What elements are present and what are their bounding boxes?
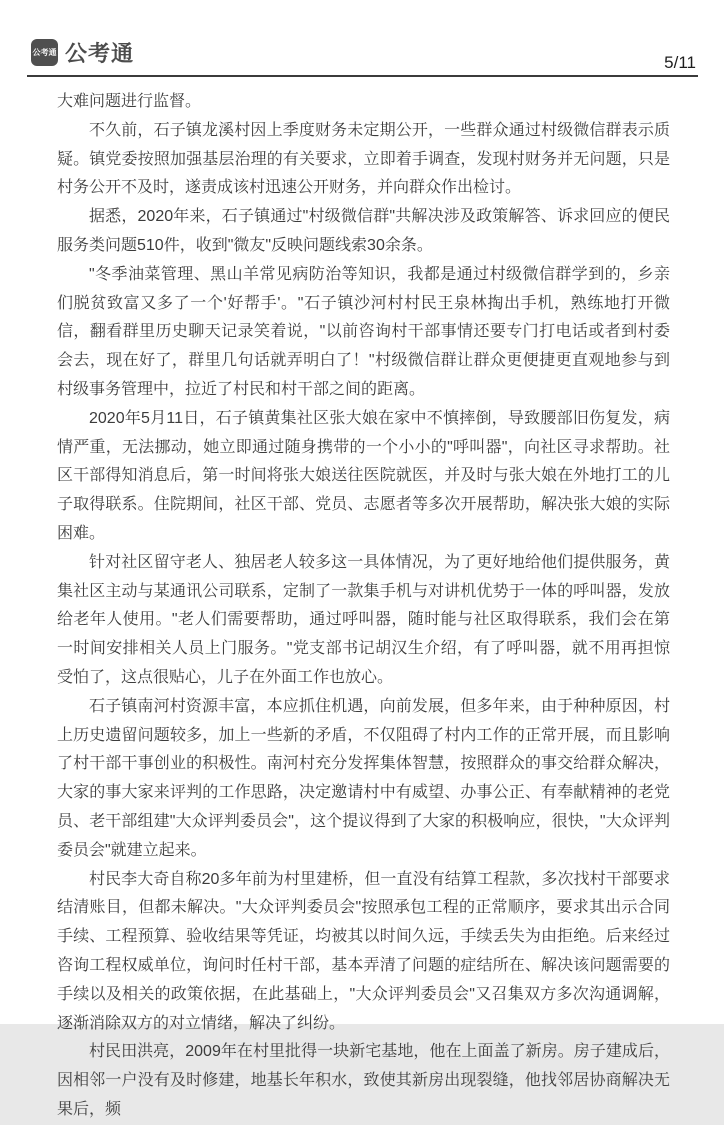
paragraph: 村民李大奇自称20多年前为村里建桥，但一直没有结算工程款，多次找村干部要求结清账目，但都未解决。"大众评判委员会"按照承包工程的正常顺序，要求其出示合同手续、工程预算、验收结果等凭证，均被其以时间久远，手续丢失为由拒绝。后来经过咨询工程权威单位，询问时任村干部，基本弄清了问题的症结所在、解决该问题需要的手续以及相关的政策依据，在此基础上，"大众评判委员会"又召集双方多次沟通调解，逐渐消除双方的对立情绪，解决了纠纷。 <box>57 870 670 1032</box>
document-body <box>57 88 670 1125</box>
paragraph: 村民田洪亮，2009年在村里批得一块新宅基地，他在上面盖了新房。房子建成后，因相邻一户没有及时修建，地基长年积水，致使其新房出现裂缝，他找邻居协商解决无果后，频 <box>57 1043 670 1118</box>
site-logo <box>31 37 134 68</box>
logo-title: 公考通 <box>65 41 135 66</box>
page-number: 5/11 <box>664 53 696 72</box>
paragraph: 大难问题进行监督。 <box>57 93 202 110</box>
paragraph: 石子镇南河村资源丰富，本应抓住机遇，向前发展，但多年来，由于种种原因，村上历史遗留问题较多，加上一些新的矛盾，不仅阻碍了村内工作的正常开展，而且影响了村干部干事创业的积极性。南河村充分发挥集体智慧，按照群众的事交给群众解决，大家的事大家来评判的工作思路，决定邀请村中有威望、办事公正、有奉献精神的老党员、老干部组建"大众评判委员会"，这个提议得到了大家的积极响应，很快，"大众评判委员会"就建立起来。 <box>57 697 670 859</box>
paragraph: 不久前，石子镇龙溪村因上季度财务未定期公开，一些群众通过村级微信群表示质疑。镇党委按照加强基层治理的有关要求，立即着手调查，发现村财务并无问题，只是村务公开不及时，遂责成该村迅速公开财务，并向群众作出检讨。 <box>57 121 670 197</box>
paragraph: "冬季油菜管理、黑山羊常见病防治等知识，我都是通过村级微信群学到的，乡亲们脱贫致富又多了一个'好帮手'。"石子镇沙河村村民王泉林掏出手机，熟练地打开微信，翻看群里历史聊天记录笑着说，"以前咨询村干部事情还要专门打电话或者到村委会去，现在好了，群里几句话就弄明白了！"村级微信群让群众更便捷更直观地参与到村级事务管理中，拉近了村民和村干部之间的距离。 <box>57 265 670 398</box>
paragraph: 针对社区留守老人、独居老人较多这一具体情况，为了更好地给他们提供服务，黄集社区主动与某通讯公司联系，定制了一款集手机与对讲机优势于一体的呼叫器，发放给老年人使用。"老人们需要帮助，通过呼叫器，随时能与社区取得联系，我们会在第一时间安排相关人员上门服务。"党支部书记胡汉生介绍，有了呼叫器，就不用再担惊受怕了，这点很贴心，儿子在外面工作也放心。 <box>57 553 670 686</box>
paragraph: 2020年5月11日，石子镇黄集社区张大娘在家中不慎摔倒，导致腰部旧伤复发，病情严重，无法挪动，她立即通过随身携带的一个小小的"呼叫器"，向社区寻求帮助。社区干部得知消息后，第一时间将张大娘送往医院就医，并及时与张大娘在外地打工的儿子取得联系。住院期间，社区干部、党员、志愿者等多次开展帮助，解决张大娘的实际困难。 <box>57 409 670 542</box>
paragraph: 据悉，2020年来，石子镇通过"村级微信群"共解决涉及政策解答、诉求回应的便民服务类问题510件，收到"微友"反映问题线索30余条。 <box>57 208 670 254</box>
logo-badge-icon: 公考通 <box>31 39 58 66</box>
page-header <box>27 0 698 77</box>
